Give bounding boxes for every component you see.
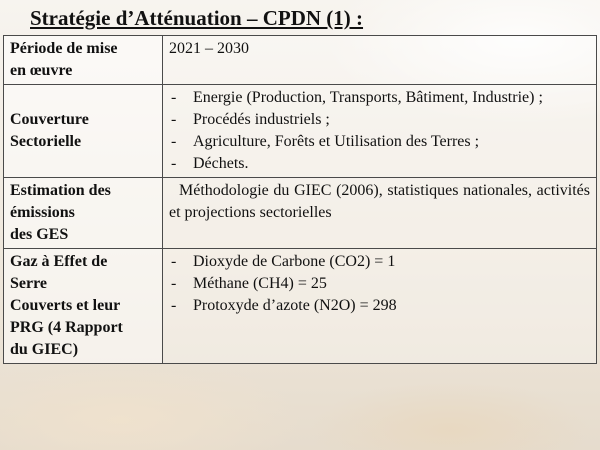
header-line: des GES: [10, 226, 69, 243]
list-item: - Agriculture, Forêts et Utilisation des Terres ;: [169, 131, 590, 153]
header-line: Période de mise: [10, 40, 118, 57]
period-value: 2021 – 2030: [169, 40, 249, 57]
header-line: du GIEC): [10, 341, 79, 358]
header-line: Gaz à Effet de: [10, 253, 108, 270]
estimation-text: Méthodologie du GIEC (2006), statistiques nationales, activités et projections sectorielles: [169, 182, 590, 221]
row-header-estimation: [4, 178, 163, 249]
header-line: Sectorielle: [10, 133, 82, 150]
table-row-estimation: [4, 178, 597, 249]
list-item: - Protoxyde d’azote (N2O) = 298: [169, 295, 590, 317]
row-value-period: [163, 36, 597, 85]
info-table: [3, 35, 597, 364]
gas-list: [169, 251, 590, 317]
row-value-sectors: [163, 85, 597, 178]
row-value-gases: [163, 249, 597, 364]
header-line: Serre: [10, 275, 48, 292]
table-row-period: [4, 36, 597, 85]
row-header-period: [4, 36, 163, 85]
header-line: émissions: [10, 204, 75, 221]
row-header-gases: [4, 249, 163, 364]
table-row-gases: [4, 249, 597, 364]
row-value-estimation: [163, 178, 597, 249]
header-line: Couverture: [10, 111, 89, 128]
list-item: - Energie (Production, Transports, Bâtiment, Industrie) ;: [169, 87, 590, 109]
row-header-sectors: [4, 85, 163, 178]
header-line: PRG (4 Rapport: [10, 319, 123, 336]
list-item: - Déchets.: [169, 153, 590, 175]
list-item: - Procédés industriels ;: [169, 109, 590, 131]
list-item: - Dioxyde de Carbone (CO2) = 1: [169, 251, 590, 273]
header-line: Couverts et leur: [10, 297, 121, 314]
sector-list: [169, 87, 590, 175]
header-line: en œuvre: [10, 62, 73, 79]
header-line: Estimation des: [10, 182, 111, 199]
table-row-sectors: [4, 85, 597, 178]
slide-title: Stratégie d’Atténuation – CPDN (1) :: [30, 6, 364, 30]
list-item: - Méthane (CH4) = 25: [169, 273, 590, 295]
